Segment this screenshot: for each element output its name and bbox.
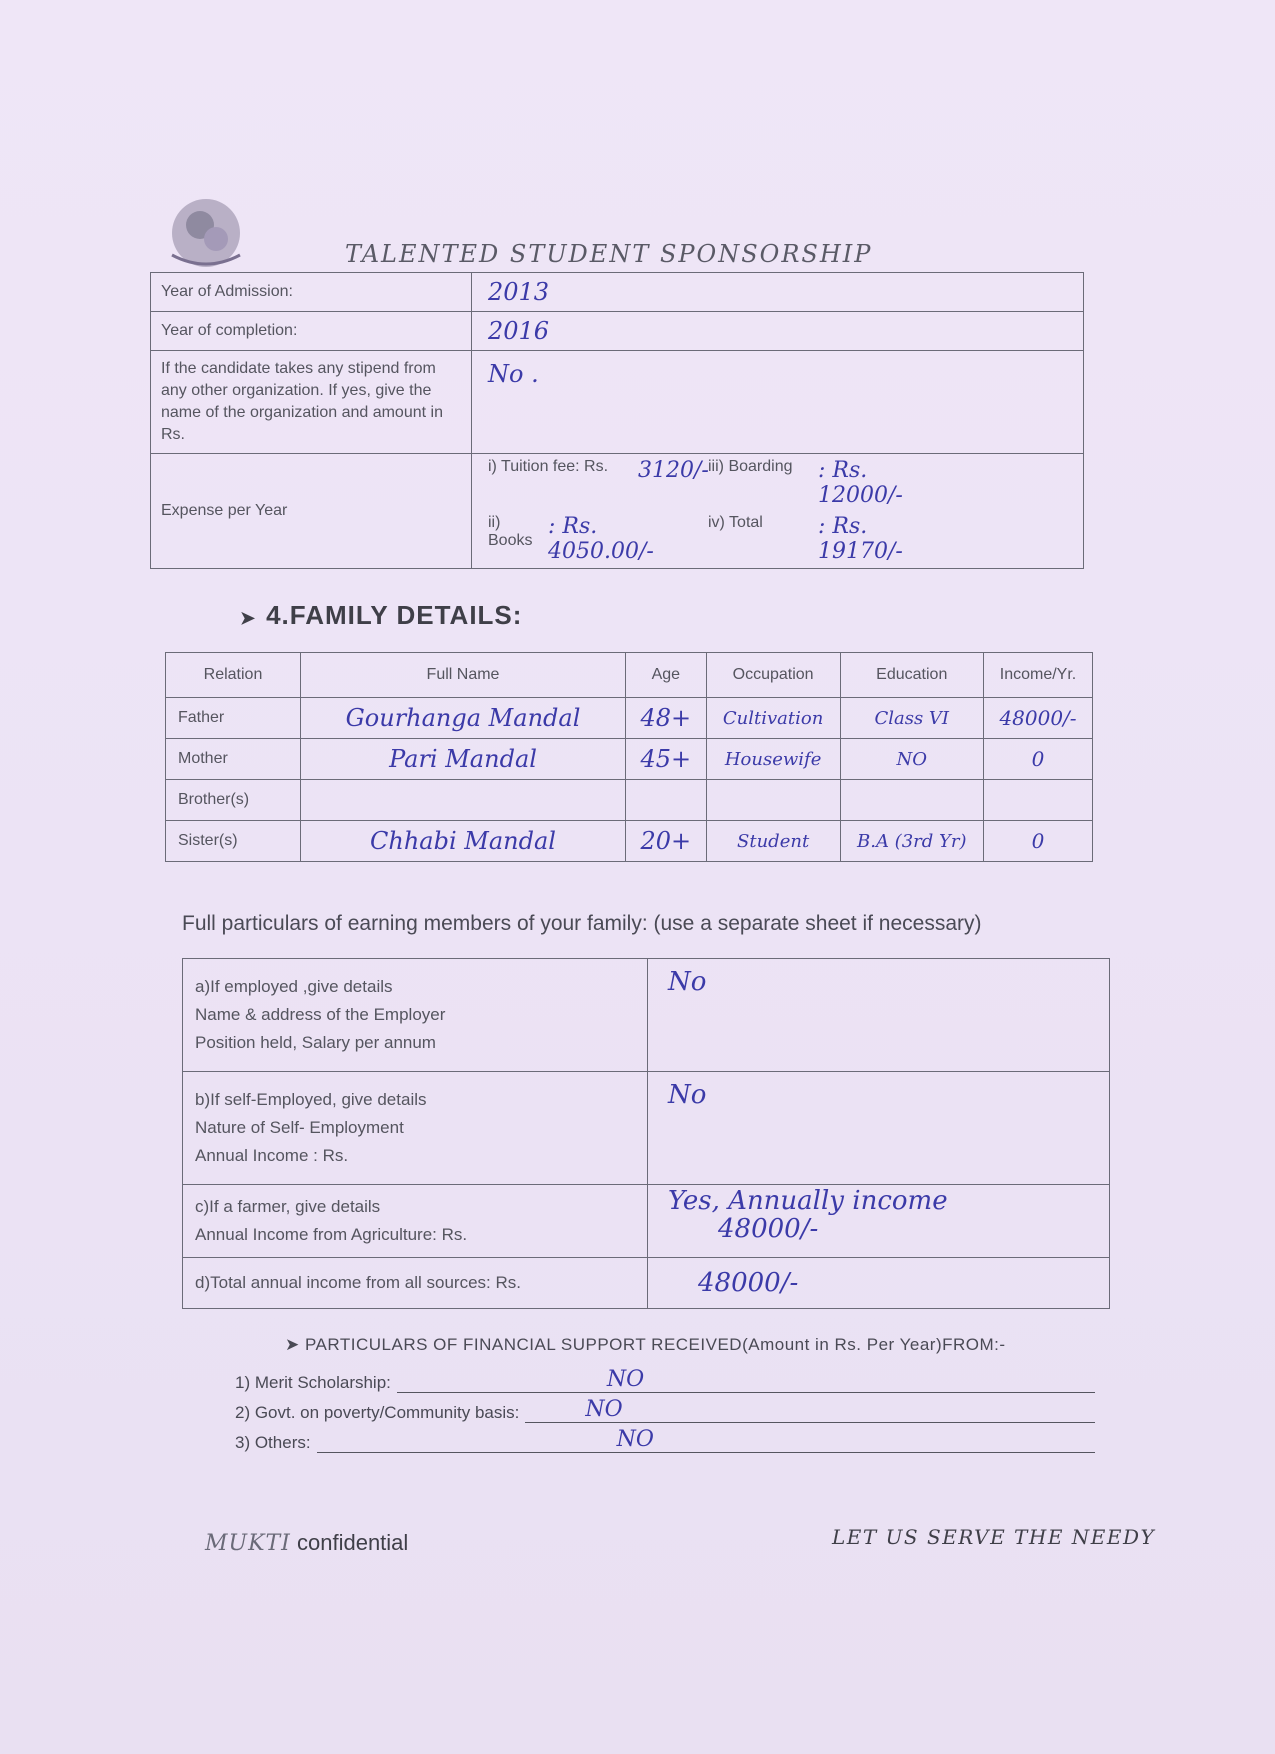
header-education: Education — [840, 653, 984, 698]
books-label: ii) Books — [488, 514, 533, 549]
support-line — [525, 1396, 1095, 1423]
family-section-title — [240, 600, 522, 631]
relation-cell: Brother(s) — [166, 780, 301, 821]
name-cell: Pari Mandal — [301, 739, 626, 780]
earning-table — [182, 958, 1110, 1309]
age-cell: 48+ — [626, 698, 707, 739]
stipend-label: If the candidate takes any stipend from any other organization. If yes, give the name of the organization and amount in Rs. — [151, 351, 472, 454]
sponsorship-table — [150, 272, 1084, 569]
occupation-cell: Cultivation — [706, 698, 840, 739]
footer-confidential — [205, 1530, 408, 1556]
support-label: 1) Merit Scholarship: — [235, 1373, 391, 1392]
occupation-cell — [706, 780, 840, 821]
boarding-label: iii) Boarding — [708, 458, 793, 475]
family-table — [165, 652, 1093, 862]
year-admission-label: Year of Admission: — [151, 273, 472, 312]
total-income-label: d)Total annual income from all sources: Rs. — [183, 1258, 648, 1309]
farmer-label-line: c)If a farmer, give details — [195, 1197, 381, 1216]
family-title-text: 4.FAMILY DETAILS: — [266, 600, 523, 630]
education-cell: Class VI — [840, 698, 984, 739]
employed-label-line: Position held, Salary per annum — [195, 1033, 436, 1052]
support-row-merit — [235, 1363, 1095, 1393]
footer-confidential-text: confidential — [297, 1530, 409, 1555]
table-row — [166, 780, 1093, 821]
support-value: NO — [585, 1397, 623, 1422]
age-cell: 45+ — [626, 739, 707, 780]
header-relation: Relation — [166, 653, 301, 698]
table-row — [166, 698, 1093, 739]
occupation-cell: Student — [706, 821, 840, 862]
education-cell: NO — [840, 739, 984, 780]
year-completion-value: 2016 — [472, 312, 1084, 351]
total-value: : Rs. 19170/- — [818, 514, 903, 564]
name-cell — [301, 780, 626, 821]
header-age: Age — [626, 653, 707, 698]
form-title: TALENTED STUDENT SPONSORSHIP — [345, 240, 873, 268]
support-label: 2) Govt. on poverty/Community basis: — [235, 1403, 520, 1422]
total-label: iv) Total — [708, 514, 763, 531]
employed-label-line: Name & address of the Employer — [195, 1005, 446, 1024]
employed-label-line: a)If employed ,give details — [195, 977, 393, 996]
expense-label: Expense per Year — [151, 454, 472, 569]
header-income: Income/Yr. — [984, 653, 1093, 698]
education-cell — [840, 780, 984, 821]
income-cell: 0 — [984, 739, 1093, 780]
bullet-arrow-icon: ➤ — [240, 608, 257, 628]
total-income-value: 48000/- — [648, 1258, 1110, 1309]
self-label-line: b)If self-Employed, give details — [195, 1090, 427, 1109]
income-cell — [984, 780, 1093, 821]
support-line — [317, 1426, 1095, 1453]
support-heading — [285, 1335, 1095, 1355]
mukti-logo — [160, 195, 252, 275]
employed-value: No — [648, 959, 1110, 1072]
farmer-value — [648, 1185, 1110, 1258]
bullet-arrow-icon: ➤ — [285, 1335, 300, 1354]
income-cell: 48000/- — [984, 698, 1093, 739]
employed-label — [183, 959, 648, 1072]
support-line — [397, 1366, 1095, 1393]
stipend-value: No . — [472, 351, 1084, 454]
name-cell: Gourhanga Mandal — [301, 698, 626, 739]
occupation-cell: Housewife — [706, 739, 840, 780]
farmer-label-line: Annual Income from Agriculture: Rs. — [195, 1225, 468, 1244]
expense-details — [472, 454, 1084, 569]
earning-heading: Full particulars of earning members of your family: (use a separate sheet if necessary) — [182, 912, 982, 935]
footer-motto: LET US SERVE THE NEEDY — [832, 1525, 1156, 1549]
support-label: 3) Others: — [235, 1433, 311, 1452]
farmer-value-line: Yes, Annually income — [668, 1186, 948, 1216]
education-cell: B.A (3rd Yr) — [840, 821, 984, 862]
year-admission-value: 2013 — [472, 273, 1084, 312]
header-occupation: Occupation — [706, 653, 840, 698]
support-row-govt — [235, 1393, 1095, 1423]
tuition-label: i) Tuition fee: Rs. — [488, 458, 609, 475]
support-value: NO — [616, 1427, 654, 1452]
books-value: : Rs. 4050.00/- — [548, 514, 654, 564]
age-cell — [626, 780, 707, 821]
table-row — [166, 739, 1093, 780]
support-value: NO — [606, 1367, 645, 1392]
farmer-label — [183, 1185, 648, 1258]
tuition-value: 3120/- — [638, 458, 709, 483]
income-cell: 0 — [984, 821, 1093, 862]
footer-brand: MUKTI — [205, 1531, 291, 1556]
self-employed-label — [183, 1072, 648, 1185]
farmer-value-line: 48000/- — [718, 1214, 819, 1244]
self-label-line: Annual Income : Rs. — [195, 1146, 349, 1165]
support-row-others — [235, 1423, 1095, 1453]
name-cell: Chhabi Mandal — [301, 821, 626, 862]
relation-cell: Mother — [166, 739, 301, 780]
boarding-value: : Rs. 12000/- — [818, 458, 903, 508]
support-heading-text: PARTICULARS OF FINANCIAL SUPPORT RECEIVED(Amount in Rs. Per Year)FROM:- — [304, 1335, 1006, 1354]
table-row — [166, 821, 1093, 862]
relation-cell: Sister(s) — [166, 821, 301, 862]
relation-cell: Father — [166, 698, 301, 739]
self-employed-value: No — [648, 1072, 1110, 1185]
financial-support-section — [235, 1335, 1095, 1453]
family-header-row — [166, 653, 1093, 698]
year-completion-label: Year of completion: — [151, 312, 472, 351]
self-label-line: Nature of Self- Employment — [195, 1118, 404, 1137]
header-full-name: Full Name — [301, 653, 626, 698]
age-cell: 20+ — [626, 821, 707, 862]
